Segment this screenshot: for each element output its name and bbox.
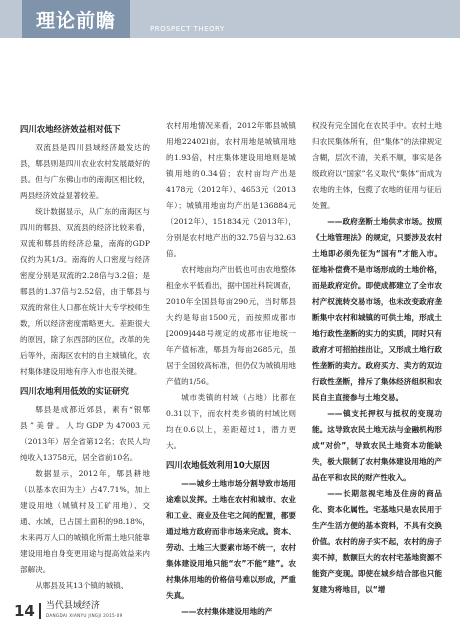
paragraph: ——政府垄断土地供求市场。按照《土地管理法》的规定，只要涉及农村土地即必须先征为“国有”才能入市。征地补偿费不是市场形成的土地价格，而是政府定价。即使成都建立了全市农村产权流转交易市场，也未改变政府垄断集中农村和城镇的可供土地，形成土地行政性垄断的实力的实质，同时只有政府才可招拍挂出让，又形成土地行政性垄断的卖方。政府买方、卖方的双边行政性垄断，排斥了集体经济组织和农民自主直接参与土地交易。 <box>312 217 442 402</box>
paragraph: ——城乡土地市场分割导致市场用途难以发挥。土地在农村和城市、农业和工业、商业及住宅之间的配置，都要通过地方政府而非市场来完成。资本、劳动、土地三大要素市场不统一，农村集体建设用地只能“农”不能“建”。农村集体用地的价格信号难以形成，严重失真。 <box>166 479 296 600</box>
article-column-3 <box>312 118 442 598</box>
paragraph: ——镇支托押权与抵权的变现功能。这导致农民土地无法与金融机构形成“对价”，导致农民土地资本功能缺失，极大限制了农村集体建设用地的产品在平和农民的财产性收入。 <box>312 409 442 482</box>
article-column-2 <box>166 118 296 620</box>
paragraph: 城市类镇的村域（占地）比都在0.31以下，而农村类乡镇的村域比则均在0.6以上，差距超过1，潜力更大。 <box>166 393 296 450</box>
paragraph: ——长期忽视宅地及住房的商品化、资本化属性。宅基地只是农民用于生产生活方便的基本资料，不具有交换价值。农村的房子实不起，农村的房子卖不掉，数额巨大的农村宅基地资源不能资产变现。即使在城乡结合部也只能复建为将地目，以“增 <box>312 489 442 594</box>
paragraph: 郫县是成都近郊县，素有“银郫县”美誉。人均GDP为47003元（2013年）居全省第12名；农民人均纯收入13758元，居全省前10名。 <box>20 405 150 462</box>
paragraph: ——农村集体建设用地的产 <box>181 607 273 616</box>
section-heading: 四川农地利用低效的实证研究 <box>20 386 129 396</box>
magazine-name <box>46 602 123 620</box>
paragraph: 从郫县及其13个镇的城镇、 <box>35 581 129 590</box>
section-heading: 四川农地经济效益相对低下 <box>20 124 121 134</box>
page-number: 14 <box>14 602 35 620</box>
magazine-name-en: DANGDAI XIANYU JINGJI 2015·09 <box>45 613 123 618</box>
article-column-1 <box>20 118 150 594</box>
footer-divider <box>39 603 41 619</box>
section-subtitle: PROSPECT THEORY <box>150 25 225 33</box>
magazine-name-cn: 当代县域经济 <box>45 601 100 611</box>
paragraph: 数据显示，2012年，郫县耕地（以基本农田为主）占47.71%，加上建设用地（城镇村及工矿用地）、交通、水域，已占国土面积的98.18%，未来再万人口的城镇化所需土地只能靠建设用地自身变更用途与提高效益来内部解决。 <box>20 469 150 574</box>
page-footer <box>14 600 224 622</box>
paragraph: 农村用地情况来看，2012年郫县城镇用地22402l亩，农村用地是城镇用地的1.93倍，村庄集体建设用地则是城镇用地的0.34倍；农村亩均产出是4178元（2012年）、4653元（2013年）；城镇用地亩均产出是136884元（2012年）、151834元（2013年），分别是农村地产出的32.75倍与32.63倍。 <box>166 121 296 258</box>
paragraph: 权没有完全国化在农民手中。农村土地归农民集体所有，但“集体”的法律规定含糊，层次不清，关系不顺，事实是各级政府以“国家”名义取代“集体”而成为农地的主体，包揽了农地的征用与征后处置。 <box>312 121 442 210</box>
section-heading: 四川农地低效利用10大原因 <box>166 460 270 470</box>
paragraph: 农村地亩均产出低也可由农地整体租金水平低看出，据中国社科院调查，2010年全国县每亩290元，当时郫县大约是每亩1500元，而按照成都市[2009]448号规定的成都市征地统一年产值标准，郫县为每亩2685元，虽居于全国较高标准，但仍仅为城镇用地产值的1/56。 <box>166 265 296 386</box>
paragraph: 双流县是四川县域经济最发达的县，郫县则是四川农业农村发展最好的县。但与广东佛山市的南海区相比较，两县经济效益显著较差。 <box>20 143 150 200</box>
paragraph: 统计数据显示，从广东的南海区与四川的郫县、双流县的经济比较来看，双流和郫县的经济总量，南海的GDP仅约为其1/3。南海的人口密度与经济密度分别是双流的2.28倍与3.2倍；是郫县的1.37倍与2.52倍，由于郫县与双流的常住人口都在统计大专学校师生数，所以经济密度需略更大。差距很大的原因，除了东西部的区位，改革的先后等外，南海区农村的自主城镇化，农村集体建设用地有序入市也很关键。 <box>20 207 150 376</box>
section-title: 理论前瞻 <box>36 9 117 32</box>
section-title-block <box>22 0 130 38</box>
